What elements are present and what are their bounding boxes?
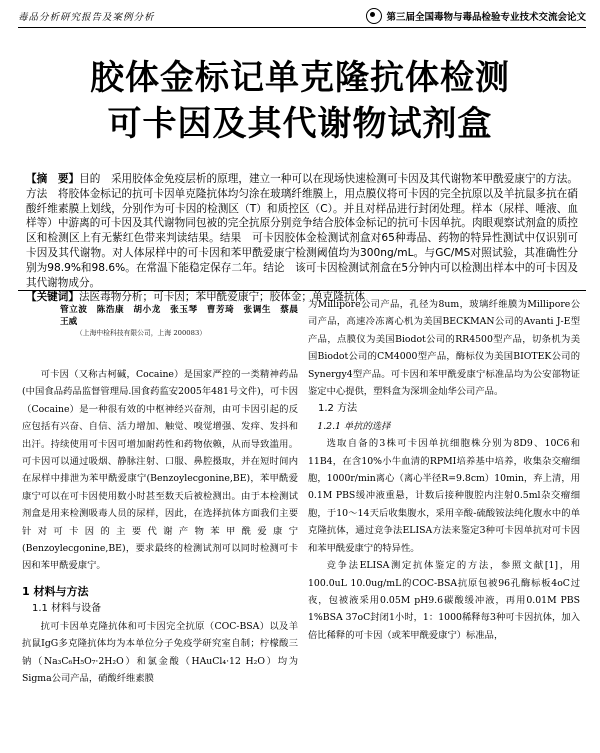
conference-logo-icon [366, 8, 382, 24]
abstract-label: 【摘 要】 [26, 173, 80, 185]
section-heading-1: 1 材料与方法 [22, 584, 89, 598]
running-header [18, 8, 586, 24]
section-heading-1-2: 1.2 方法 [318, 403, 358, 415]
abstract-rule [18, 290, 586, 291]
method-paragraph-1: 选取自备的3株可卡因单抗细胞株分别为8D9、10C6和11B4，在含10%小牛血清的RPMI培养基中培养，收集杂交瘤细胞，1000r/min离心（离心半径R=9.8cm）10min，弃上清，用0.1M PBS缓冲液重悬，计数后接种腹腔内注射0.5ml杂交瘤细胞，于10～14天后收集腹水，采用辛酸-硫酸铵法纯化腹水中的单克隆抗体，通过竞争法ELISA方法来鉴定3种可卡因单抗对可卡因和苯甲酰爱康宁的特异性。 [308, 438, 580, 554]
header-left: 毒品分析研究报告及案例分析 [18, 12, 155, 23]
header-right-group [366, 8, 586, 24]
intro-paragraph: 可卡因（又称古柯碱，Cocaine）是国家严控的一类精神药品(中国食品药品监督管理局.国食药监安2005年481号文件)，可卡因（Cocaine）是一种很有效的中枢神经兴奋剂，由可卡因引起的反应包括有兴奋、自信、活力增加、触觉、嗅觉增强、发痒、发抖和出汗。持续使用可卡因可增加耐药性和药物依赖，从而导致滥用。可卡因可以通过吸烟、静脉注射、口服、鼻腔摄取，并在短时间内在尿样中排泄为苯甲酰爱康宁(Benzoylecgonine,BE)，苯甲酰爱康宁可以在可卡因使用数小时甚至数天后被检测出。由于本检测试剂盒是用来检测吸毒人员的尿样，因此，在选择抗体方面我们主要针对可卡因的主要代谢产物苯甲酰爱康宁(Benzoylecgonine,BE)，要求最终的检测试剂可以同时检测可卡因和苯甲酰爱康宁。 [22, 369, 298, 572]
header-right: 第三届全国毒物与毒品检验专业技术交流会论文 [386, 12, 586, 23]
method-paragraph-2: 竞争法ELISA测定抗体鉴定的方法，参照文献[1]，用100.0uL 10.0ug/mL的COC-BSA抗原包被96孔酶标板4oC过夜，包被液采用0.05M pH9.6碳酸缓冲液，再用0.01M PBS 1%BSA 37oC封闭1小时，1：1000稀释每3种可卡因抗体，加入倍比稀释的可卡因（或苯甲酰爱康宁）标准品， [308, 560, 580, 641]
author-list: 管立波 陈浩康 胡小龙 张玉琴 曹芳琦 张调生 蔡晨 王威 [60, 305, 307, 327]
paper-title [0, 55, 600, 147]
materials-continued: 为Millipore公司产品，孔径为8um，玻璃纤维膜为Millipore公司产品，高速冷冻离心机为美国BECKMAN公司的Avanti J-E型产品，点膜仪为美国Biodot公司的RR4500型产品，切条机为美国Biodot公司的CM4000型产品，酶标仪为美国BIOTEK公司的Synergy4型产品。可卡因和苯甲酰爱康宁标准品均为公安部物证鉴定中心提供，塑料盒为深圳金灿华公司产品。 [308, 299, 580, 398]
spacer [22, 338, 298, 366]
left-column [22, 296, 307, 687]
author-affiliation: （上海中检科技有限公司，上海 200083） [76, 329, 207, 337]
abstract-text: 目的 采用胶体金免疫层析的原理，建立一种可以在现场快速检测可卡因及其代谢物苯甲酰爱康宁的方法。方法 将胶体金标记的抗可卡因单克隆抗体均匀涂在玻璃纤维膜上，用点膜仪将可卡因的完全抗原以及羊抗鼠多抗在硝酸纤维素膜上划线，分别作为可卡因的检测区（T）和质控区（C）。并且对样品进行封闭处理。样本（尿样、唾液、血样等）中游离的可卡因及其代谢物同包被的完全抗原分别竞争结合胶体金标记的抗可卡因单抗。肉眼观察试剂盒的质控区和检测区上有无紫红色带来判读结果。结果 可卡因胶体金检测试剂盒对65种毒品、药物的特异性测试中仅识别可卡因及其代谢物。对人体尿样中的可卡因和苯甲酰爱康宁检测阈值均为300ng/mL。与GC/MS对照试验，其准确性分别为98.9%和98.6%。在常温下能稳定保存二年。结论 该可卡因检测试剂盒在5分钟内可以检测出样本中的可卡因及其代谢物成分。 [26, 173, 579, 289]
right-column [308, 296, 580, 644]
section-heading-1-1: 1.1 材料与设备 [32, 603, 102, 615]
abstract [26, 172, 578, 305]
title-line-2: 可卡因及其代谢物试剂盒 [107, 104, 493, 144]
materials-paragraph: 抗可卡因单克隆抗体和可卡因完全抗原（COC-BSA）以及羊抗鼠IgG多克隆抗体均为本单位分子免疫学研究室自制；柠檬酸三钠（Na₃C₆H₅O₇·2H₂O）和氯金酸（HAuCl₄·12 H₂O）均为Sigma公司产品，硝酸纤维素膜 [22, 620, 298, 684]
section-heading-1-2-1: 1.2.1 单抗的选择 [317, 420, 391, 432]
title-line-1: 胶体金标记单克隆抗体检测 [90, 58, 510, 98]
keywords-label: 【关键词】 [26, 291, 79, 304]
keywords-text: 法医毒物分析；可卡因；苯甲酰爱康宁；胶体金；单克隆抗体 [78, 291, 365, 304]
header-rule [18, 27, 586, 28]
